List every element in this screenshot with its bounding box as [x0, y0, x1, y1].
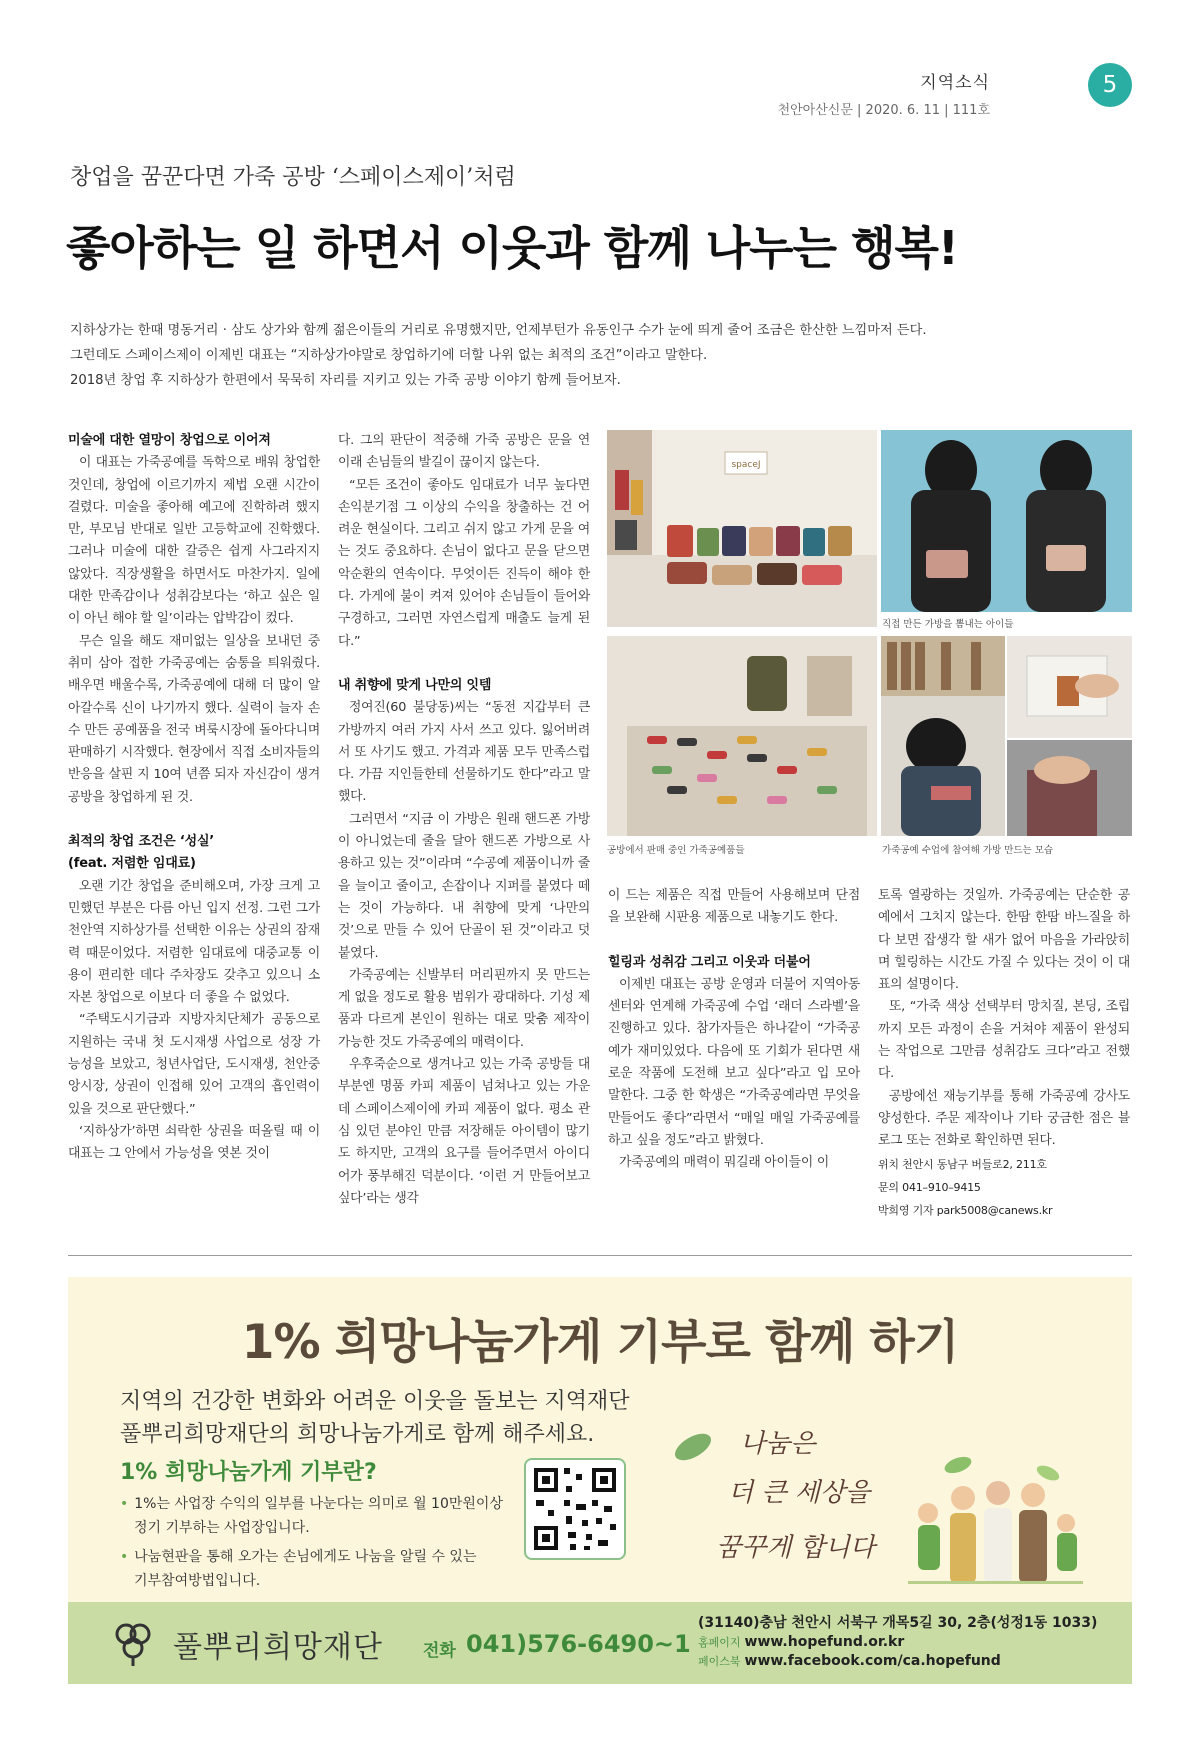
homepage-link[interactable]: www.hopefund.or.kr: [744, 1634, 905, 1650]
class-sewing-photo: [1007, 740, 1132, 836]
lead-line: 2018년 창업 후 지하상가 한편에서 묵묵히 자리를 지키고 있는 가죽 공방 이야기 함께 들어보자.: [70, 373, 621, 388]
subheading: 내 취향에 맞게 나만의 잇템: [338, 677, 492, 693]
paragraph: 이제빈 대표는 공방 운영과 더불어 지역아동센터와 연계해 가죽공예 수업 ‘래더 스라벨’을 진행하고 있다. 참가자들은 하나같이 “가죽공예가 재미있었다. 다음에 또 기회가 된다면 새로운 작품에 도전해 보고 싶다”라고 입 모아 말한다. 그중 한 학생은 “가죽공예라면 무엇을 만들어도 좋다”라면서 “매일 매일 가죽공예를 하고 싶을 정도”라고 밝혔다.: [608, 976, 860, 1148]
photo-caption: 직접 만든 가방을 뽐내는 아이들: [882, 619, 1014, 630]
paragraph: ‘지하상가’하면 쇠락한 상권을 떠올릴 때 이 대표는 그 안에서 가능성을 엿본 것이: [68, 1123, 320, 1162]
foundation-name: 풀뿌리희망재단: [173, 1630, 383, 1665]
paragraph: 다. 그의 판단이 적중해 가죽 공방은 문을 연 이래 손님들의 발길이 끊이지 않는다.: [338, 433, 590, 471]
shop-location: 위치 천안시 동남구 버들로2, 211호: [878, 1157, 1047, 1171]
phone-label: 전화: [423, 1641, 456, 1661]
ad-bullet-text: 기부참여방법입니다.: [134, 1573, 261, 1589]
paragraph: 가죽공예는 신발부터 머리핀까지 못 만드는 게 없을 정도로 활용 범위가 광대하다. 기성 제품과 다르게 본인이 원하는 대로 맞춤 제작이 가능한 것도 가죽공예의 매력이다.: [338, 967, 590, 1050]
section-name: 지역소식: [920, 73, 990, 93]
issue-info: 천안아산신문 | 2020. 6. 11 | 111호: [777, 103, 990, 118]
kids-with-bags-photo: [881, 430, 1132, 612]
ad-title: 1% 희망나눔가게 기부로 함께 하기: [241, 1315, 959, 1370]
section-divider: [68, 1255, 1132, 1256]
paragraph: 토록 열광하는 것일까. 가죽공예는 단순한 공예에서 그치지 않는다. 한땀 한땀 바느질을 하다 보면 잡생각 할 새가 없어 마음을 가라앉히며 힐링하는 시간도 가질 수 있다는 것이 이 대표의 설명이다.: [878, 888, 1130, 993]
paragraph: 우후죽순으로 생겨나고 있는 가죽 공방들 대부분엔 명품 카피 제품이 넘쳐나고 있는 가운데 스페이스제이에 카피 제품이 없다. 평소 관심 있던 분야인 만큼 저장해둔 아이템이 많기도 하지만, 고객의 요구를 들어주면서 아이디어가 풍부해진 덕분이다. ‘이런 거 만들어보고 싶다’라는 생각: [338, 1057, 590, 1206]
slogan-line: 더 큰 세상을: [728, 1478, 871, 1508]
paragraph: 그러면서 “지금 이 가방은 원래 핸드폰 가방이 아니었는데 줄을 달아 핸드폰 가방으로 사용하고 있는 것”이라며 “수공예 제품이니까 줄을 늘이고 줄이고, 손잡이나 지퍼를 붙였다 떼는 것이 가능하다. 내 취향에 맞게 ‘나만의 것’으로 만들 수 있어 단골이 된 것”이라고 덧붙였다.: [338, 811, 590, 961]
paragraph: 무슨 일을 해도 재미없는 일상을 보내던 중 취미 삼아 접한 가죽공예는 숨통을 틔워줬다. 배우면 배울수록, 가죽공예에 대해 더 많이 알아갈수록 신이 나기까지 했다. 실력이 늘자 손수 만든 공예품을 전국 벼룩시장에 돌아다니며 판매하기 시작했다. 현장에서 직접 소비자들의 반응을 살핀 지 10여 년쯤 되자 자신감이 생겨 공방을 창업하게 된 것.: [68, 633, 320, 805]
paragraph: 공방에선 재능기부를 통해 가죽공예 강사도 양성한다. 주문 제작이나 기타 궁금한 점은 블로그 또는 전화로 확인하면 된다.: [878, 1088, 1130, 1149]
article-column-4: [878, 885, 1130, 1222]
facebook-label: 페이스북: [698, 1655, 741, 1668]
facebook-link[interactable]: www.facebook.com/ca.hopefund: [744, 1653, 1001, 1669]
article-headline: 좋아하는 일 하면서 이웃과 함께 나누는 행복!: [66, 221, 958, 275]
ad-bullet-text: 정기 기부하는 사업장입니다.: [134, 1520, 310, 1536]
paragraph: 가죽공예의 매력이 뭐길래 아이들이 이: [619, 1155, 830, 1171]
phone-number[interactable]: 041)576-6490~1: [466, 1630, 691, 1658]
donation-ad: [68, 1277, 1132, 1684]
article-kicker: 창업을 꿈꾼다면 가죽 공방 ‘스페이스제이’처럼: [70, 165, 516, 190]
foundation-address-block: [698, 1614, 1097, 1671]
paragraph: 오랜 기간 창업을 준비해오며, 가장 크게 고민했던 부분은 다름 아닌 입지 선정. 그런 그가 천안역 지하상가를 선택한 이유는 상권의 잠재력 때문이었다. 저렴한 임대료에 대중교통 이용이 편리한 데다 주차장도 갖추고 있으니 소자본 창업으로 이보다 더 좋을 수 없었다.: [68, 878, 320, 1006]
article-lead: [70, 318, 1140, 393]
reporter-byline: 박희영 기자 park5008@canews.kr: [878, 1203, 1053, 1217]
ad-bullet: • 나눔현판을 통해 오가는 손님에게도 나눔을 알릴 수 있는 기부참여방법입니다.: [120, 1545, 476, 1593]
shop-contact: 문의 041–910–9415: [878, 1180, 981, 1194]
ad-intro-line: 풀뿌리희망재단의 희망나눔가게로 함께 해주세요.: [120, 1422, 595, 1447]
paragraph: “모든 조건이 좋아도 임대료가 너무 높다면 손익분기점 그 이상의 수익을 창출하는 건 어려운 현실이다. 그리고 쉬지 않고 가게 문을 여는 것도 중요하다. 손님이 없다고 문을 닫으면 악순환의 연속이다. 무엇이든 진득이 해야 한다. 가게에 불이 켜져 있어야 손님들이 들어와 구경하고, 그러면 자연스럽게 매출도 늘게 된다.”: [338, 477, 590, 649]
leaf-icon: [668, 1427, 718, 1467]
class-student-photo: [881, 636, 1005, 836]
lead-line: 그런데도 스페이스제이 이제빈 대표는 “지하상가야말로 창업하기에 더할 나위 없는 최적의 조건”이라고 말한다.: [70, 348, 708, 363]
shop-sign: spaceJ: [731, 460, 761, 470]
products-table-photo: [607, 636, 877, 836]
subheading: 미술에 대한 열망이 창업으로 이어져: [68, 433, 271, 448]
class-hands-photo: [1007, 636, 1132, 738]
paragraph: “주택도시기금과 지방자치단체가 공동으로 지원하는 국내 첫 도시재생 사업으로 성장 가능성을 보았고, 청년사업단, 도시재생, 천안중앙시장, 상권이 인접해 있어 고객의 흡인력이 있을 것으로 판단했다.”: [68, 1012, 320, 1117]
ad-intro-line: 지역의 건강한 변화와 어려운 이웃을 돌보는 지역재단: [120, 1389, 630, 1414]
foundation-address: (31140)충남 천안시 서북구 개목5길 30, 2층(성정1동 1033): [698, 1615, 1098, 1631]
ad-bullet-text: 나눔현판을 통해 오가는 손님에게도 나눔을 알릴 수 있는: [134, 1549, 477, 1565]
slogan-line: 꿈꾸게 합니다: [716, 1533, 875, 1563]
ad-bullet: • 1%는 사업장 수익의 일부를 나눈다는 의미로 월 10만원이상 정기 기부하는 사업장입니다.: [120, 1492, 503, 1540]
ad-footer: [68, 1602, 1132, 1684]
foundation-logo-icon: [108, 1618, 158, 1668]
paragraph: 이 대표는 가죽공예를 독학으로 배워 창업한 것인데, 창업에 이르기까지 제법 오랜 시간이 걸렸다. 미술을 좋아해 예고에 진학하려 했지만, 부모님 반대로 일반 고등학교에 진학했다. 그러나 미술에 대한 갈증은 쉽게 사그라지지 않았다. 직장생활을 하면서도 마찬가지. 일에 대한 만족감이나 성취감보다는 ‘하고 싶은 일이 아닌 해야 할 일’이라는 압박감이 컸다.: [68, 455, 320, 627]
lead-line: 지하상가는 한때 명동거리 · 삼도 상가와 함께 젊은이들의 거리로 유명했지만, 언제부턴가 유동인구 수가 눈에 띄게 줄어 조금은 한산한 느낌마저 든다.: [70, 323, 927, 338]
subheading: (feat. 저렴한 임대료): [68, 856, 196, 872]
article-column-2: [338, 430, 590, 1210]
article-column-1: [68, 430, 320, 1166]
subheading: 최적의 창업 조건은 ‘성실’: [68, 834, 215, 850]
family-illustration: [898, 1453, 1088, 1603]
page-header: [778, 68, 990, 118]
slogan-line: 나눔은: [740, 1429, 816, 1459]
ad-bullet-text: 1%는 사업장 수익의 일부를 나눈다는 의미로 월 10만원이상: [134, 1496, 503, 1512]
ad-intro: [120, 1385, 630, 1451]
paragraph: 또, “가죽 색상 선택부터 망치질, 본딩, 조립까지 모든 과정이 손을 거쳐야 제품이 완성되는 작업으로 그만큼 성취감도 크다”라고 전했다.: [878, 999, 1130, 1082]
ad-subtitle: 1% 희망나눔가게 기부란?: [120, 1460, 377, 1485]
subheading: 힐링과 성취감 그리고 이웃과 더불어: [608, 954, 811, 970]
homepage-label: 홈페이지: [698, 1636, 741, 1649]
shop-display-photo: [607, 430, 877, 627]
paragraph: 정여진(60 불당동)씨는 “동전 지갑부터 큰 가방까지 여러 가지 사서 쓰고 있다. 잃어버려서 또 사기도 했고. 가격과 제품 모두 만족스럽다. 가끔 지인들한테 선물하기도 한다”라고 말했다.: [338, 700, 590, 805]
photo-caption: 가죽공예 수업에 참여해 가방 만드는 모습: [882, 845, 1054, 856]
page-number: 5: [1088, 63, 1132, 107]
paragraph: 이 드는 제품은 직접 만들어 사용해보며 단점을 보완해 시판용 제품으로 내놓기도 한다.: [608, 888, 860, 926]
photo-caption: 공방에서 판매 중인 가죽공예품들: [607, 845, 745, 856]
qr-code[interactable]: [524, 1458, 626, 1560]
article-column-3: [608, 885, 860, 1175]
